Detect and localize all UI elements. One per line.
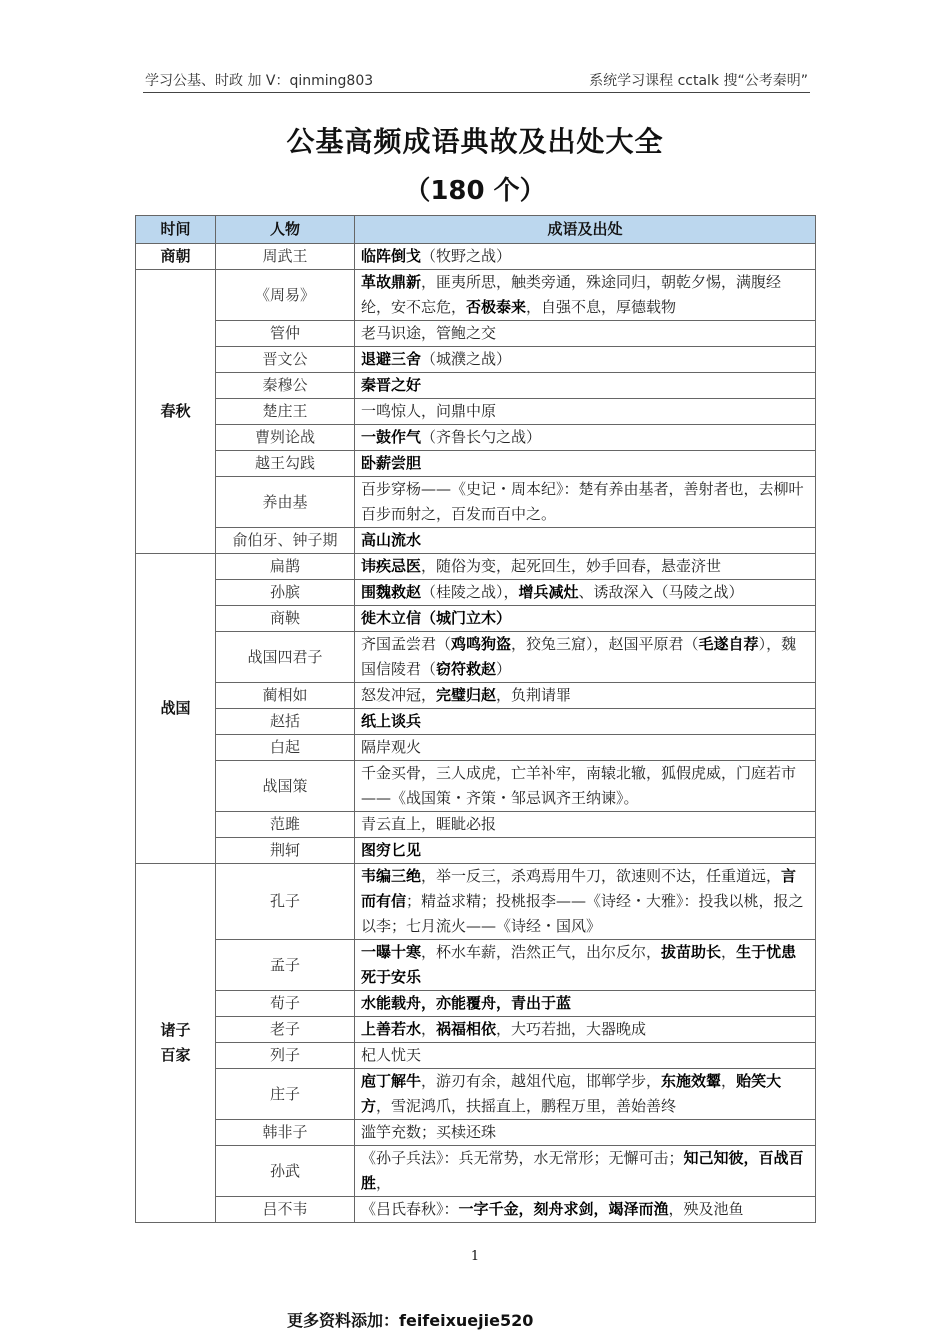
idiom-highlight: 一鼓作气 bbox=[361, 428, 422, 446]
person-cell: 管仲 bbox=[216, 321, 355, 347]
table-row bbox=[136, 554, 816, 580]
table-row bbox=[136, 1197, 816, 1223]
table-row bbox=[136, 399, 816, 425]
idiom-highlight: 窃符救赵 bbox=[436, 660, 497, 678]
idiom-highlight: 鸡鸣狗盗 bbox=[451, 635, 512, 653]
idiom-text: （城濮之战） bbox=[421, 350, 512, 368]
person-cell: 周武王 bbox=[216, 244, 355, 270]
idiom-text: （桂陵之战）， bbox=[421, 583, 519, 601]
idiom-text: ，随俗为变，起死回生，妙手回春，悬壶济世 bbox=[421, 557, 722, 575]
idiom-text: 齐国孟尝君（ bbox=[361, 635, 452, 653]
idiom-highlight: 贻笑大方 bbox=[361, 1072, 782, 1115]
idiom-cell bbox=[355, 1120, 816, 1146]
idiom-text: ， bbox=[721, 1072, 737, 1090]
column-header-era: 时间 bbox=[136, 216, 216, 244]
table-body bbox=[136, 244, 816, 1223]
idiom-text: 怒发冲冠， bbox=[361, 686, 437, 704]
era-cell: 战国 bbox=[136, 554, 216, 864]
idiom-text: ，殃及池鱼 bbox=[668, 1200, 744, 1218]
idiom-highlight: 讳疾忌医 bbox=[361, 557, 422, 575]
idiom-text: ， bbox=[421, 1020, 437, 1038]
idiom-text: ，负荆请罪 bbox=[496, 686, 572, 704]
table-row bbox=[136, 761, 816, 812]
idiom-highlight: 围魏救赵 bbox=[361, 583, 422, 601]
idiom-cell bbox=[355, 632, 816, 683]
idiom-cell bbox=[355, 425, 816, 451]
idiom-cell bbox=[355, 321, 816, 347]
idiom-highlight: 水能载舟，亦能覆舟，青出于蓝 bbox=[361, 994, 572, 1012]
idiom-cell bbox=[355, 399, 816, 425]
column-header-idioms: 成语及出处 bbox=[355, 216, 816, 244]
idiom-highlight: 否极泰来 bbox=[466, 298, 527, 316]
idiom-cell bbox=[355, 940, 816, 991]
idiom-cell bbox=[355, 761, 816, 812]
idiom-cell bbox=[355, 373, 816, 399]
person-cell: 赵括 bbox=[216, 709, 355, 735]
table-row bbox=[136, 632, 816, 683]
person-cell: 荆轲 bbox=[216, 838, 355, 864]
idiom-text: ， bbox=[721, 943, 737, 961]
table-row bbox=[136, 1146, 816, 1197]
person-cell: 战国四君子 bbox=[216, 632, 355, 683]
idiom-highlight: 庖丁解牛 bbox=[361, 1072, 422, 1090]
header-divider bbox=[143, 92, 810, 93]
table-row bbox=[136, 991, 816, 1017]
person-cell: 战国策 bbox=[216, 761, 355, 812]
idiom-cell bbox=[355, 244, 816, 270]
footer-text: 更多资料添加：feifeixuejie520 bbox=[287, 1311, 534, 1330]
idiom-text: 《吕氏春秋》： bbox=[361, 1200, 459, 1218]
page-number: 1 bbox=[470, 1249, 480, 1264]
idiom-cell bbox=[355, 1069, 816, 1120]
idiom-text: ，杯水车薪，浩然正气，出尔反尔， bbox=[421, 943, 662, 961]
table-row bbox=[136, 1043, 816, 1069]
table-row bbox=[136, 812, 816, 838]
idiom-cell bbox=[355, 477, 816, 528]
idiom-highlight: 一曝十寒 bbox=[361, 943, 422, 961]
idiom-cell bbox=[355, 554, 816, 580]
idiom-highlight: 增兵减灶 bbox=[518, 583, 579, 601]
idiom-highlight: 毛遂自荐 bbox=[698, 635, 759, 653]
table-row bbox=[136, 528, 816, 554]
idiom-text: 隔岸观火 bbox=[361, 738, 422, 756]
idiom-highlight: 秦晋之好 bbox=[361, 376, 422, 394]
idiom-highlight: 知己知彼，百战百胜 bbox=[361, 1149, 804, 1192]
idiom-text: 滥竽充数；买椟还珠 bbox=[361, 1123, 497, 1141]
person-cell: 荀子 bbox=[216, 991, 355, 1017]
idiom-text: 《孙子兵法》：兵无常势，水无常形；无懈可击； bbox=[361, 1149, 684, 1167]
idiom-text: 老马识途，管鲍之交 bbox=[361, 324, 497, 342]
idiom-cell bbox=[355, 838, 816, 864]
idiom-highlight: 退避三舍 bbox=[361, 350, 422, 368]
page-subtitle: （180 个） bbox=[404, 176, 546, 206]
person-cell: 孟子 bbox=[216, 940, 355, 991]
table-row bbox=[136, 606, 816, 632]
person-cell: 《周易》 bbox=[216, 270, 355, 321]
table-row bbox=[136, 683, 816, 709]
idiom-cell bbox=[355, 735, 816, 761]
person-cell: 韩非子 bbox=[216, 1120, 355, 1146]
idiom-text: ，匪夷所思，触类旁通，殊途同归，朝乾夕惕，满腹经纶，安不忘危， bbox=[361, 273, 782, 316]
table-row bbox=[136, 451, 816, 477]
person-cell: 孔子 bbox=[216, 864, 355, 940]
table-row bbox=[136, 477, 816, 528]
idiom-table bbox=[135, 215, 816, 1223]
header-right-text: 系统学习课程 cctalk 搜“公考秦明” bbox=[589, 73, 808, 89]
idiom-text: 一鸣惊人，问鼎中原 bbox=[361, 402, 497, 420]
table-row bbox=[136, 864, 816, 940]
idiom-highlight: 完璧归赵 bbox=[436, 686, 497, 704]
idiom-cell bbox=[355, 1017, 816, 1043]
idiom-highlight: 上善若水 bbox=[361, 1020, 422, 1038]
idiom-cell bbox=[355, 683, 816, 709]
person-cell: 秦穆公 bbox=[216, 373, 355, 399]
person-cell: 范雎 bbox=[216, 812, 355, 838]
table-row bbox=[136, 1069, 816, 1120]
person-cell: 蔺相如 bbox=[216, 683, 355, 709]
idiom-highlight: 韦编三绝 bbox=[361, 867, 422, 885]
idiom-text: 青云直上，睚眦必报 bbox=[361, 815, 497, 833]
person-cell: 楚庄王 bbox=[216, 399, 355, 425]
idiom-cell bbox=[355, 580, 816, 606]
table-row bbox=[136, 1017, 816, 1043]
era-cell: 春秋 bbox=[136, 270, 216, 554]
idiom-cell bbox=[355, 270, 816, 321]
idiom-text: （齐鲁长勺之战） bbox=[421, 428, 542, 446]
era-cell: 商朝 bbox=[136, 244, 216, 270]
idiom-text: ，举一反三，杀鸡焉用牛刀，欲速则不达，任重道远， bbox=[421, 867, 782, 885]
idiom-text: ，大巧若拙，大器晚成 bbox=[496, 1020, 647, 1038]
idiom-highlight: 纸上谈兵 bbox=[361, 712, 422, 730]
person-cell: 庄子 bbox=[216, 1069, 355, 1120]
idiom-text: ， bbox=[376, 1174, 392, 1192]
idiom-highlight: 图穷匕见 bbox=[361, 841, 422, 859]
table-row bbox=[136, 709, 816, 735]
person-cell: 孙膑 bbox=[216, 580, 355, 606]
idiom-text: ；精益求精；投桃报李——《诗经・大雅》：投我以桃，报之以李；七月流火——《诗经・国风》 bbox=[361, 892, 804, 935]
idiom-cell bbox=[355, 812, 816, 838]
idiom-text: 百步穿杨——《史记・周本纪》：楚有养由基者，善射者也，去柳叶百步而射之，百发而百中之。 bbox=[361, 480, 804, 523]
table-header-row bbox=[136, 216, 816, 244]
idiom-cell bbox=[355, 606, 816, 632]
idiom-cell bbox=[355, 451, 816, 477]
idiom-text: ，游刃有余，越俎代庖，邯郸学步， bbox=[421, 1072, 662, 1090]
person-cell: 晋文公 bbox=[216, 347, 355, 373]
idiom-highlight: 一字千金，刻舟求剑，竭泽而渔 bbox=[458, 1200, 669, 1218]
idiom-cell bbox=[355, 709, 816, 735]
table-row bbox=[136, 244, 816, 270]
idiom-highlight: 卧薪尝胆 bbox=[361, 454, 422, 472]
idiom-text: ，狡兔三窟），赵国平原君（ bbox=[511, 635, 699, 653]
idiom-highlight: 革故鼎新 bbox=[361, 273, 422, 291]
era-cell: 诸子 百家 bbox=[136, 864, 216, 1223]
idiom-highlight: 生于忧患死于安乐 bbox=[361, 943, 797, 986]
table-row bbox=[136, 838, 816, 864]
idiom-cell bbox=[355, 864, 816, 940]
person-cell: 列子 bbox=[216, 1043, 355, 1069]
idiom-highlight: 东施效颦 bbox=[661, 1072, 722, 1090]
idiom-highlight: 临阵倒戈 bbox=[361, 247, 422, 265]
idiom-text: ） bbox=[496, 660, 512, 678]
page-title: 公基高频成语典故及出处大全 bbox=[286, 125, 664, 158]
table-row bbox=[136, 270, 816, 321]
idiom-text: （牧野之战） bbox=[421, 247, 512, 265]
table-row bbox=[136, 373, 816, 399]
person-cell: 白起 bbox=[216, 735, 355, 761]
idiom-cell bbox=[355, 1043, 816, 1069]
person-cell: 老子 bbox=[216, 1017, 355, 1043]
idiom-text: ，雪泥鸿爪，扶摇直上，鹏程万里，善始善终 bbox=[376, 1097, 677, 1115]
person-cell: 越王勾践 bbox=[216, 451, 355, 477]
table-row bbox=[136, 347, 816, 373]
table-row bbox=[136, 735, 816, 761]
header-left-text: 学习公基、时政 加 V：qinming803 bbox=[145, 73, 374, 89]
person-cell: 曹刿论战 bbox=[216, 425, 355, 451]
person-cell: 扁鹊 bbox=[216, 554, 355, 580]
idiom-cell bbox=[355, 1197, 816, 1223]
idiom-text: 杞人忧天 bbox=[361, 1046, 422, 1064]
person-cell: 孙武 bbox=[216, 1146, 355, 1197]
idiom-highlight: 高山流水 bbox=[361, 531, 422, 549]
idiom-highlight: 徙木立信（城门立木） bbox=[361, 609, 512, 627]
idiom-highlight: 祸福相依 bbox=[436, 1020, 497, 1038]
idiom-text: ），魏国信陵君（ bbox=[361, 635, 797, 678]
table-row bbox=[136, 1120, 816, 1146]
idiom-text: 千金买骨，三人成虎，亡羊补牢，南辕北辙，狐假虎威，门庭若市——《战国策・齐策・邹忌讽齐王纳谏》。 bbox=[361, 764, 797, 807]
idiom-text: ，自强不息，厚德载物 bbox=[526, 298, 677, 316]
table-row bbox=[136, 321, 816, 347]
person-cell: 商鞅 bbox=[216, 606, 355, 632]
idiom-cell bbox=[355, 528, 816, 554]
person-cell: 俞伯牙、钟子期 bbox=[216, 528, 355, 554]
person-cell: 吕不韦 bbox=[216, 1197, 355, 1223]
idiom-highlight: 拔苗助长 bbox=[661, 943, 722, 961]
idiom-cell bbox=[355, 1146, 816, 1197]
person-cell: 养由基 bbox=[216, 477, 355, 528]
table-row bbox=[136, 940, 816, 991]
idiom-cell bbox=[355, 347, 816, 373]
idiom-cell bbox=[355, 991, 816, 1017]
table-row bbox=[136, 580, 816, 606]
column-header-person: 人物 bbox=[216, 216, 355, 244]
table-row bbox=[136, 425, 816, 451]
idiom-text: 、诱敌深入（马陵之战） bbox=[578, 583, 744, 601]
idiom-highlight: 言而有信 bbox=[361, 867, 797, 910]
